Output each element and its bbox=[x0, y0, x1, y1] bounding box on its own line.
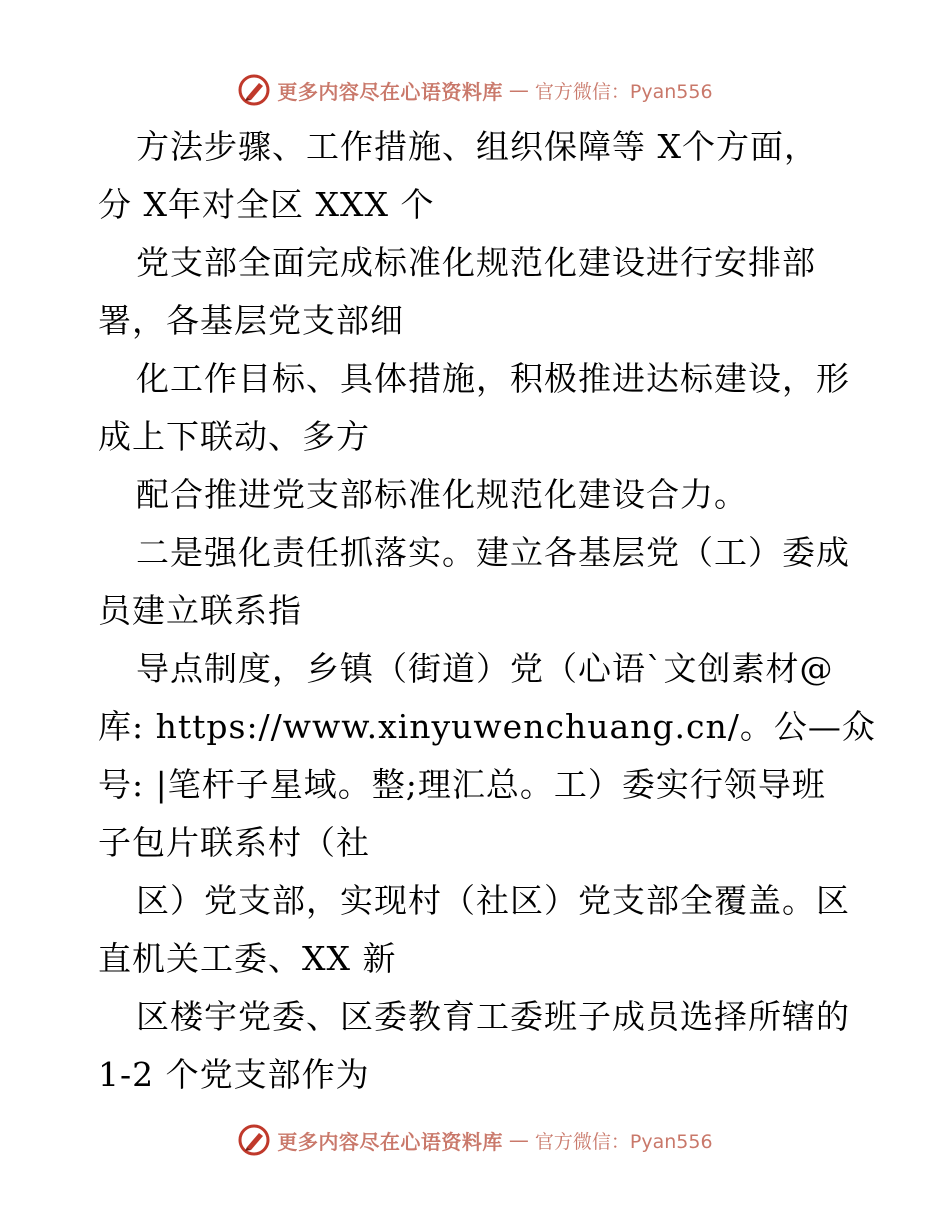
document-body bbox=[98, 118, 876, 1104]
text-line: 分 X年对全区 XXX 个 bbox=[98, 185, 435, 224]
text-line: 导点制度，乡镇（街道）党（心语`文创素材@ bbox=[136, 649, 834, 688]
text-line: 署，各基层党支部细 bbox=[98, 301, 404, 340]
watermark-header bbox=[0, 70, 950, 110]
text-line: 党支部全面完成标准化规范化建设进行安排部 bbox=[136, 243, 816, 282]
watermark-main-text: 更多内容尽在心语资料库 bbox=[277, 79, 503, 104]
text-line: 区）党支部，实现村（社区）党支部全覆盖。区 bbox=[136, 881, 850, 920]
text-line: 二是强化责任抓落实。建立各基层党（工）委成 bbox=[136, 533, 850, 572]
text-line: 员建立联系指 bbox=[98, 591, 302, 630]
watermark-main-text: 更多内容尽在心语资料库 bbox=[277, 1129, 503, 1154]
watermark-footer bbox=[0, 1120, 950, 1160]
pen-logo-icon bbox=[237, 73, 271, 107]
text-line: 直机关工委、XX 新 bbox=[98, 939, 397, 978]
watermark-wechat-text: 官方微信：Pyan556 bbox=[534, 1130, 713, 1153]
watermark-wechat-text: 官方微信：Pyan556 bbox=[534, 80, 713, 103]
pen-logo-icon bbox=[237, 1123, 271, 1157]
text-line: 化工作目标、具体措施，积极推进达标建设，形 bbox=[136, 359, 850, 398]
watermark-dash: — bbox=[508, 78, 529, 102]
text-line: 成上下联动、多方 bbox=[98, 417, 370, 456]
text-line: 配合推进党支部标准化规范化建设合力。 bbox=[136, 475, 748, 514]
text-line: 区楼宇党委、区委教育工委班子成员选择所辖的 bbox=[136, 997, 850, 1036]
text-line: 1-2 个党支部作为 bbox=[98, 1055, 370, 1094]
text-line: 方法步骤、工作措施、组织保障等 X个方面， bbox=[136, 127, 818, 166]
text-line: 子包片联系村（社 bbox=[98, 823, 370, 862]
text-line: 号: |笔杆子星域。整;理汇总。工）委实行领导班 bbox=[98, 765, 826, 804]
text-line: 库: https://www.xinyuwenchuang.cn/。公—众 bbox=[98, 707, 876, 746]
watermark-dash: — bbox=[508, 1128, 529, 1152]
